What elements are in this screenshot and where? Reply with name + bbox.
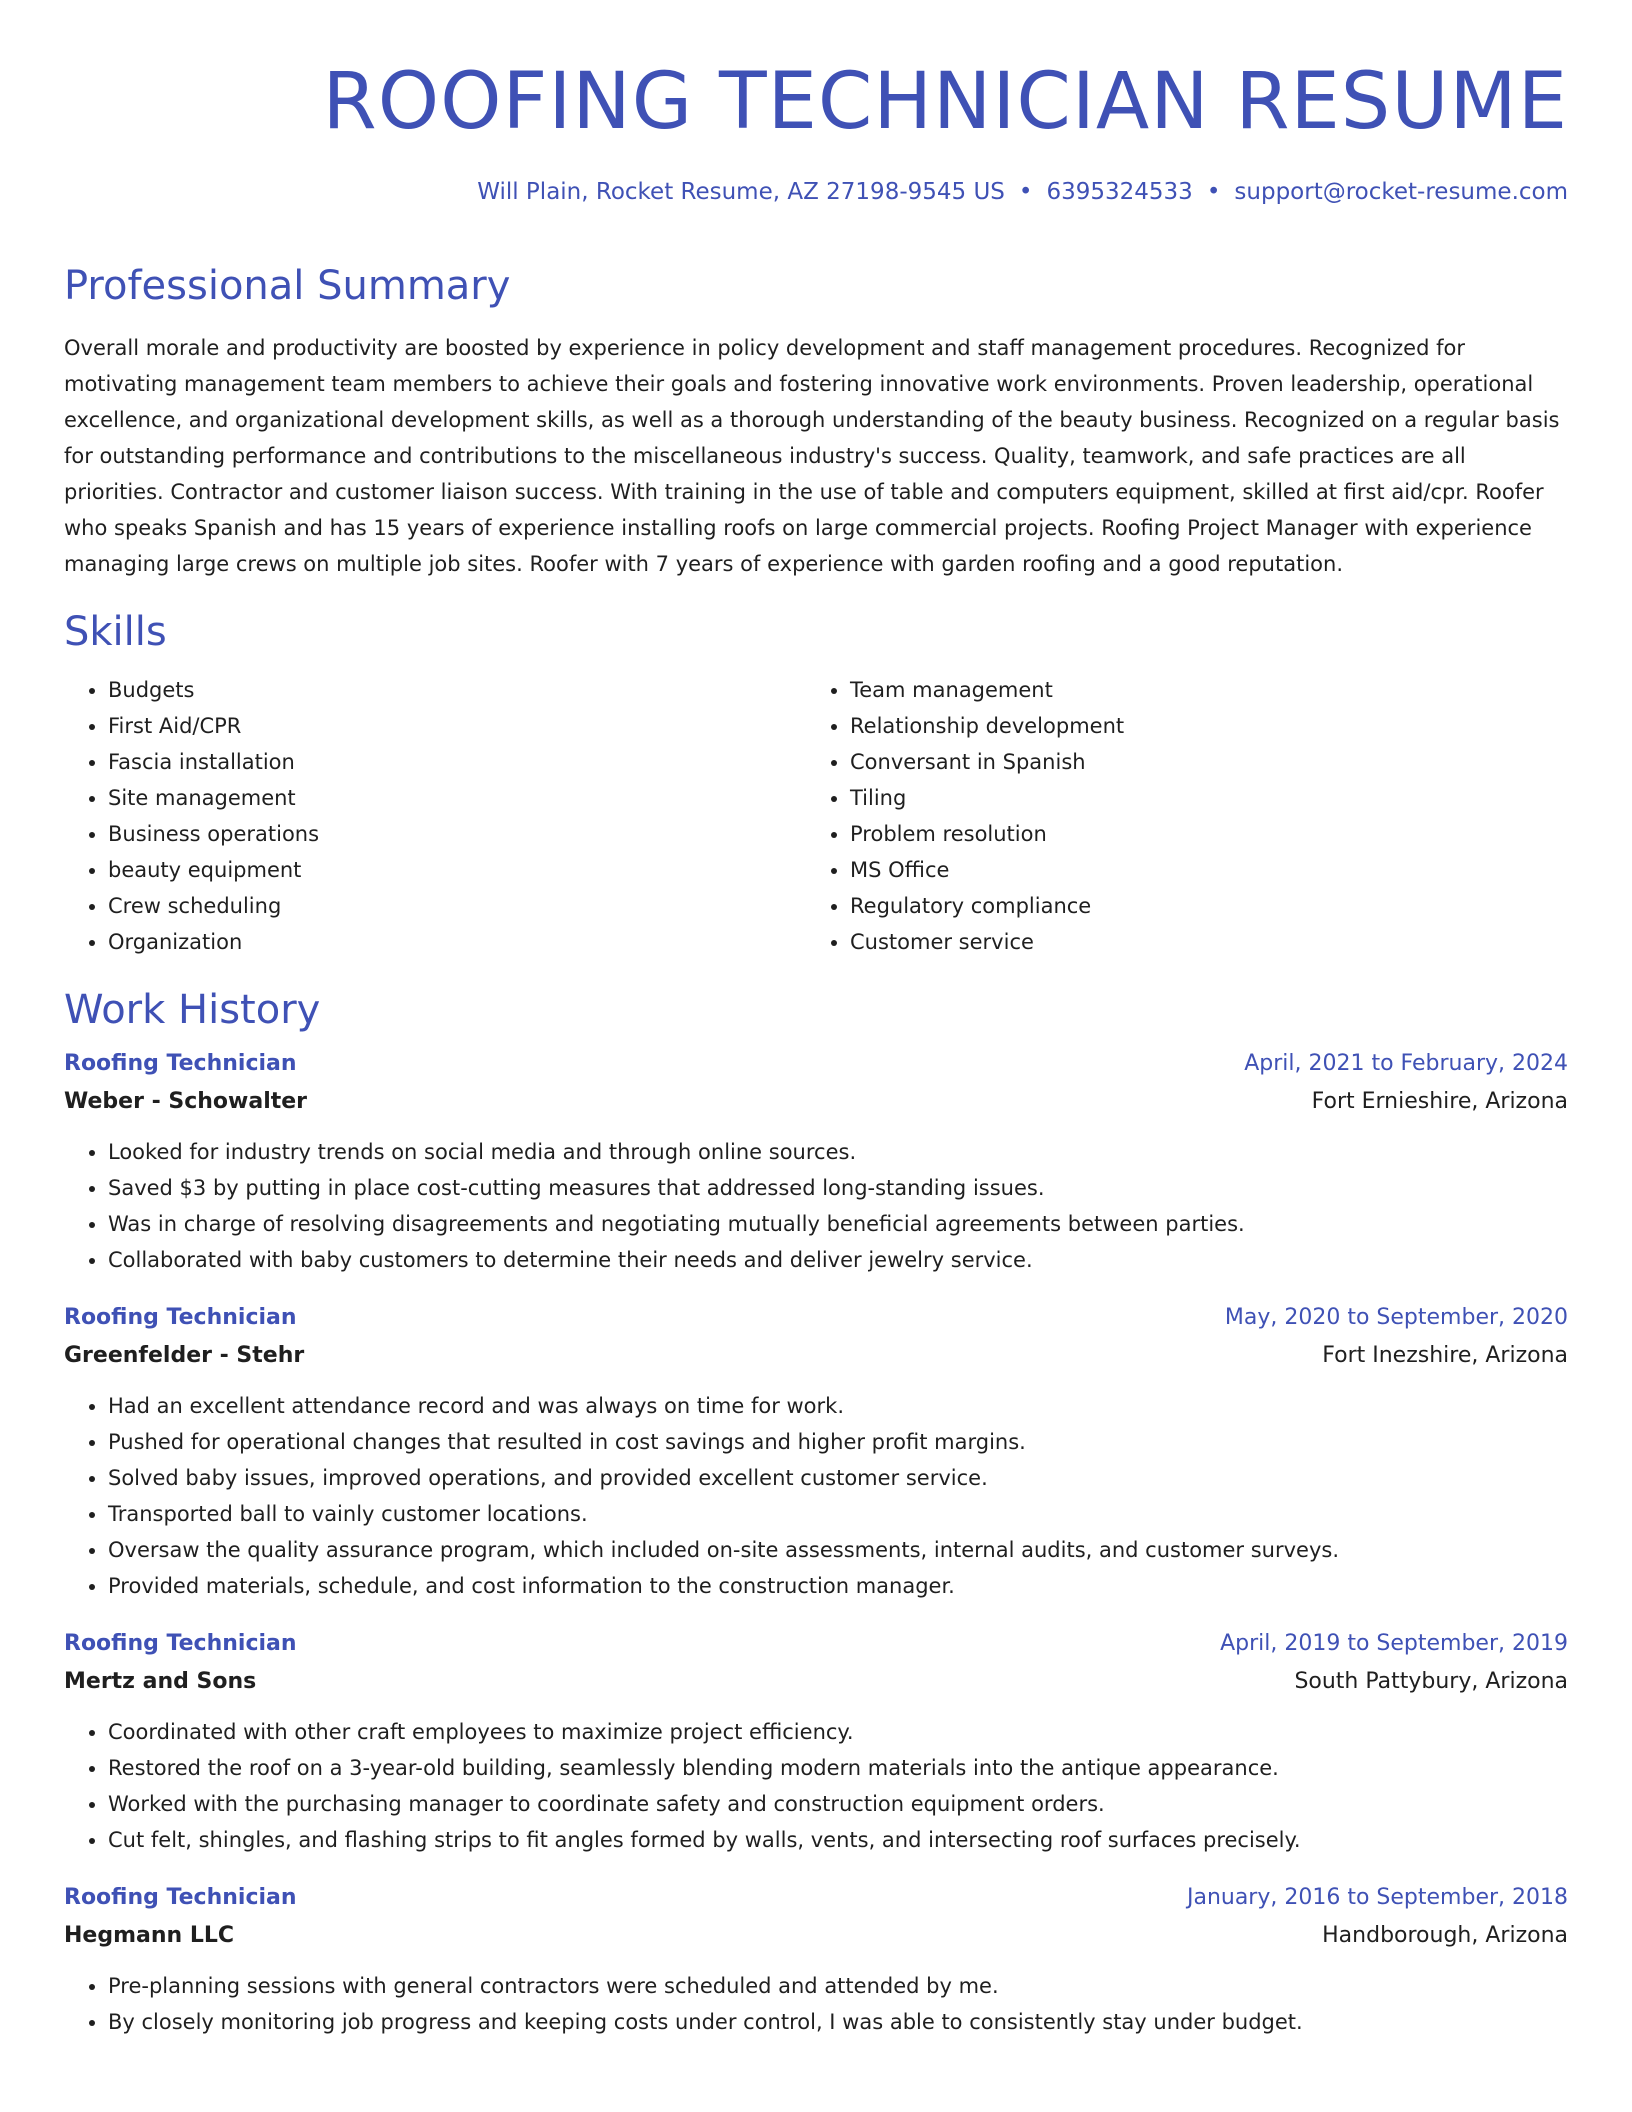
- job-dates: April, 2021 to February, 2024: [1244, 1051, 1568, 1076]
- skill-item: • Tiling: [850, 780, 1548, 816]
- skill-item: • Problem resolution: [850, 816, 1548, 852]
- job-company: Weber - Schowalter: [64, 1089, 308, 1114]
- skill-item: • Budgets: [108, 672, 806, 708]
- contact-address: Will Plain, Rocket Resume, AZ 27198-9545 US: [477, 179, 1005, 205]
- job-entry: [64, 1300, 1568, 1604]
- job-title: Roofing Technician: [64, 1305, 297, 1330]
- job-company: Greenfelder - Stehr: [64, 1343, 305, 1368]
- skill-item: • Team management: [850, 672, 1548, 708]
- summary-text: Overall morale and productivity are boosted by experience in policy development and staff management procedures. Recognized for motivating management team members to achieve their goals and fostering innovative work environments. Proven leadership, operational excellence, and organizational development skills, as well as a thorough understanding of the beauty business. Recognized on a regular basis for outstanding performance and contributions to the miscellaneous industry's success. Quality, teamwork, and safe practices are all priorities. Contractor and customer liaison success. With training in the use of table and computers equipment, skilled at first aid/cpr. Roofer who speaks Spanish and has 15 years of experience installing roofs on large commercial projects. Roofing Project Manager with experience managing large crews on multiple job sites. Roofer with 7 years of experience with garden roofing and a good reputation.: [64, 336, 1560, 576]
- skill-item: • beauty equipment: [108, 852, 806, 888]
- job-bullet: • Transported ball to vainly customer locations.: [108, 1496, 1568, 1532]
- job-bullet: • Pre-planning sessions with general contractors were scheduled and attended by me.: [108, 1968, 1568, 2004]
- job-bullet: • Saved $3 by putting in place cost-cutting measures that addressed long-standing issues.: [108, 1170, 1568, 1206]
- skill-item: • Site management: [108, 780, 806, 816]
- summary-section: [64, 260, 1568, 582]
- job-bullets: [64, 1388, 1568, 1604]
- job-bullet: • Provided materials, schedule, and cost information to the construction manager.: [108, 1568, 1568, 1604]
- job-location: Handborough, Arizona: [1322, 1923, 1568, 1948]
- job-bullet: • Oversaw the quality assurance program, which included on-site assessments, internal audits, and customer surveys.: [108, 1532, 1568, 1568]
- job-bullet: • Was in charge of resolving disagreements and negotiating mutually beneficial agreements between parties.: [108, 1206, 1568, 1242]
- skill-item: • Fascia installation: [108, 744, 806, 780]
- job-bullet: • Pushed for operational changes that resulted in cost savings and higher profit margins.: [108, 1424, 1568, 1460]
- job-entry: [64, 1626, 1568, 1858]
- contact-email: support@rocket-resume.com: [1234, 179, 1568, 205]
- job-location: South Pattybury, Arizona: [1294, 1669, 1568, 1694]
- skills-column-right: [806, 672, 1548, 960]
- job-bullet: • Had an excellent attendance record and was always on time for work.: [108, 1388, 1568, 1424]
- job-company: Mertz and Sons: [64, 1669, 257, 1694]
- job-entry: [64, 1046, 1568, 1278]
- job-entry: [64, 1880, 1568, 2040]
- skill-item: • MS Office: [850, 852, 1548, 888]
- contact-separator: •: [1206, 179, 1221, 205]
- job-title: Roofing Technician: [64, 1051, 297, 1076]
- skill-item: • Customer service: [850, 924, 1548, 960]
- contact-phone: 6395324533: [1046, 179, 1193, 205]
- skill-item: • Relationship development: [850, 708, 1548, 744]
- skills-column-left: [64, 672, 806, 960]
- job-location: Fort Ernieshire, Arizona: [1311, 1089, 1568, 1114]
- job-bullet: • Collaborated with baby customers to determine their needs and deliver jewelry service.: [108, 1242, 1568, 1278]
- skills-section: [64, 606, 1568, 960]
- job-bullet: • Solved baby issues, improved operations, and provided excellent customer service.: [108, 1460, 1568, 1496]
- resume-title: ROOFING TECHNICIAN RESUME: [322, 57, 1568, 147]
- job-title: Roofing Technician: [64, 1631, 297, 1656]
- contact-separator: •: [1018, 179, 1033, 205]
- job-location: Fort Inezshire, Arizona: [1322, 1343, 1568, 1368]
- job-bullets: [64, 1134, 1568, 1278]
- job-bullets: [64, 1714, 1568, 1858]
- work-history-heading: Work History: [64, 987, 321, 1033]
- job-dates: April, 2019 to September, 2019: [1220, 1631, 1568, 1656]
- skill-item: • Crew scheduling: [108, 888, 806, 924]
- job-bullet: • Cut felt, shingles, and flashing strips to fit angles formed by walls, vents, and intersecting roof surfaces precisely.: [108, 1822, 1568, 1858]
- job-bullets: [64, 1968, 1568, 2040]
- work-history-section: [64, 984, 1568, 2040]
- job-bullet: • Looked for industry trends on social media and through online sources.: [108, 1134, 1568, 1170]
- job-bullet: • Restored the roof on a 3-year-old building, seamlessly blending modern materials into the antique appearance.: [108, 1750, 1568, 1786]
- contact-line: [64, 176, 1568, 208]
- job-bullet: • Worked with the purchasing manager to coordinate safety and construction equipment orders.: [108, 1786, 1568, 1822]
- job-bullet: • By closely monitoring job progress and keeping costs under control, I was able to consistently stay under budget.: [108, 2004, 1568, 2040]
- job-company: Hegmann LLC: [64, 1923, 235, 1948]
- skill-item: • First Aid/CPR: [108, 708, 806, 744]
- skills-list: [64, 672, 1568, 960]
- job-dates: May, 2020 to September, 2020: [1224, 1305, 1568, 1330]
- job-title: Roofing Technician: [64, 1885, 297, 1910]
- job-bullet: • Coordinated with other craft employees to maximize project efficiency.: [108, 1714, 1568, 1750]
- skill-item: • Conversant in Spanish: [850, 744, 1548, 780]
- job-dates: January, 2016 to September, 2018: [1186, 1885, 1568, 1910]
- skill-item: • Business operations: [108, 816, 806, 852]
- skills-heading: Skills: [64, 609, 167, 655]
- skill-item: • Regulatory compliance: [850, 888, 1548, 924]
- summary-heading: Professional Summary: [64, 263, 511, 309]
- skill-item: • Organization: [108, 924, 806, 960]
